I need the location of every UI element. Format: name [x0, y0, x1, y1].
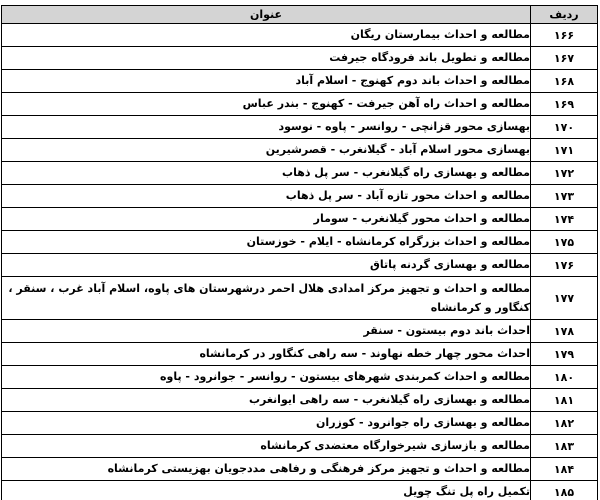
table-row — [2, 412, 598, 435]
row-number-cell: ۱۷۰ — [531, 116, 598, 139]
row-title-cell: مطالعه و احداث بیمارستان ریگان — [2, 24, 531, 47]
row-number-cell: ۱۷۶ — [531, 254, 598, 277]
row-title-cell: مطالعه و احداث باند دوم کهنوج - اسلام آباد — [2, 70, 531, 93]
row-title-cell: مطالعه و بهسازی راه جوانرود - کوزران — [2, 412, 531, 435]
row-title-cell: تکمیل راه پل تنگ چویل — [2, 481, 531, 500]
row-number-cell: ۱۸۴ — [531, 458, 598, 481]
row-number-cell: ۱۸۳ — [531, 435, 598, 458]
table-row — [2, 254, 598, 277]
row-title-cell: بهسازی محور قزانچی - روانسر - پاوه - نوسود — [2, 116, 531, 139]
table-row — [2, 277, 598, 320]
table-row — [2, 139, 598, 162]
table-row — [2, 481, 598, 500]
table-row — [2, 389, 598, 412]
row-title-cell: مطالعه و احداث کمربندی شهرهای بیستون - روانسر - جوانرود - پاوه — [2, 366, 531, 389]
table-row — [2, 458, 598, 481]
row-number-cell: ۱۷۸ — [531, 320, 598, 343]
projects-table — [1, 5, 598, 500]
table-row — [2, 231, 598, 254]
table-row — [2, 116, 598, 139]
table-header — [2, 6, 598, 24]
row-title-cell: مطالعه و بهسازی گردنه پاتاق — [2, 254, 531, 277]
row-title-cell: مطالعه و بازسازی شیرخوارگاه معتضدی کرمانشاه — [2, 435, 531, 458]
row-number-cell: ۱۶۸ — [531, 70, 598, 93]
row-title-cell: احداث محور چهار خطه نهاوند - سه راهی کنگاور در کرمانشاه — [2, 343, 531, 366]
row-number-cell: ۱۶۹ — [531, 93, 598, 116]
table-row — [2, 70, 598, 93]
row-number-cell: ۱۷۲ — [531, 162, 598, 185]
header-title: عنوان — [2, 6, 531, 24]
row-number-cell: ۱۷۳ — [531, 185, 598, 208]
table-row — [2, 24, 598, 47]
row-title-cell: مطالعه و احداث راه آهن جیرفت - کهنوج - بندر عباس — [2, 93, 531, 116]
header-row — [2, 6, 598, 24]
row-number-cell: ۱۷۱ — [531, 139, 598, 162]
table-row — [2, 208, 598, 231]
row-number-cell: ۱۸۰ — [531, 366, 598, 389]
row-title-cell: مطالعه و بهسازی راه گیلانغرب - سه راهی ایوانغرب — [2, 389, 531, 412]
row-number-cell: ۱۷۷ — [531, 277, 598, 320]
row-number-cell: ۱۷۹ — [531, 343, 598, 366]
row-number-cell: ۱۷۵ — [531, 231, 598, 254]
row-number-cell: ۱۶۶ — [531, 24, 598, 47]
row-title-cell: مطالعه و احداث محور تازه آباد - سر پل ذهاب — [2, 185, 531, 208]
row-title-cell: مطالعه و احداث و تجهیز مرکز امدادی هلال احمر درشهرستان های پاوه، اسلام آباد غرب ، سنقر ، کنگاور و کرمانشاه — [2, 277, 531, 320]
row-number-cell: ۱۶۷ — [531, 47, 598, 70]
row-title-cell: مطالعه و بهسازی راه گیلانغرب - سر پل ذهاب — [2, 162, 531, 185]
row-title-cell: بهسازی محور اسلام آباد - گیلانغرب - قصرشیرین — [2, 139, 531, 162]
table-row — [2, 47, 598, 70]
row-number-cell: ۱۸۱ — [531, 389, 598, 412]
table-body — [2, 24, 598, 500]
row-number-cell: ۱۸۲ — [531, 412, 598, 435]
table-row — [2, 366, 598, 389]
table-row — [2, 162, 598, 185]
table-row — [2, 343, 598, 366]
table-row — [2, 320, 598, 343]
row-title-cell: احداث باند دوم بیستون - سنقر — [2, 320, 531, 343]
row-title-cell: مطالعه و احداث و تجهیز مرکز فرهنگی و رفاهی مددجویان بهزیستی کرمانشاه — [2, 458, 531, 481]
table-row — [2, 435, 598, 458]
row-title-cell: مطالعه و احداث محور گیلانغرب - سومار — [2, 208, 531, 231]
row-number-cell: ۱۸۵ — [531, 481, 598, 500]
table-row — [2, 185, 598, 208]
row-title-cell: مطالعه و احداث بزرگراه کرمانشاه - ایلام - خوزستان — [2, 231, 531, 254]
table-row — [2, 93, 598, 116]
row-number-cell: ۱۷۴ — [531, 208, 598, 231]
header-row-number: ردیف — [531, 6, 598, 24]
row-title-cell: مطالعه و تطویل باند فرودگاه جیرفت — [2, 47, 531, 70]
